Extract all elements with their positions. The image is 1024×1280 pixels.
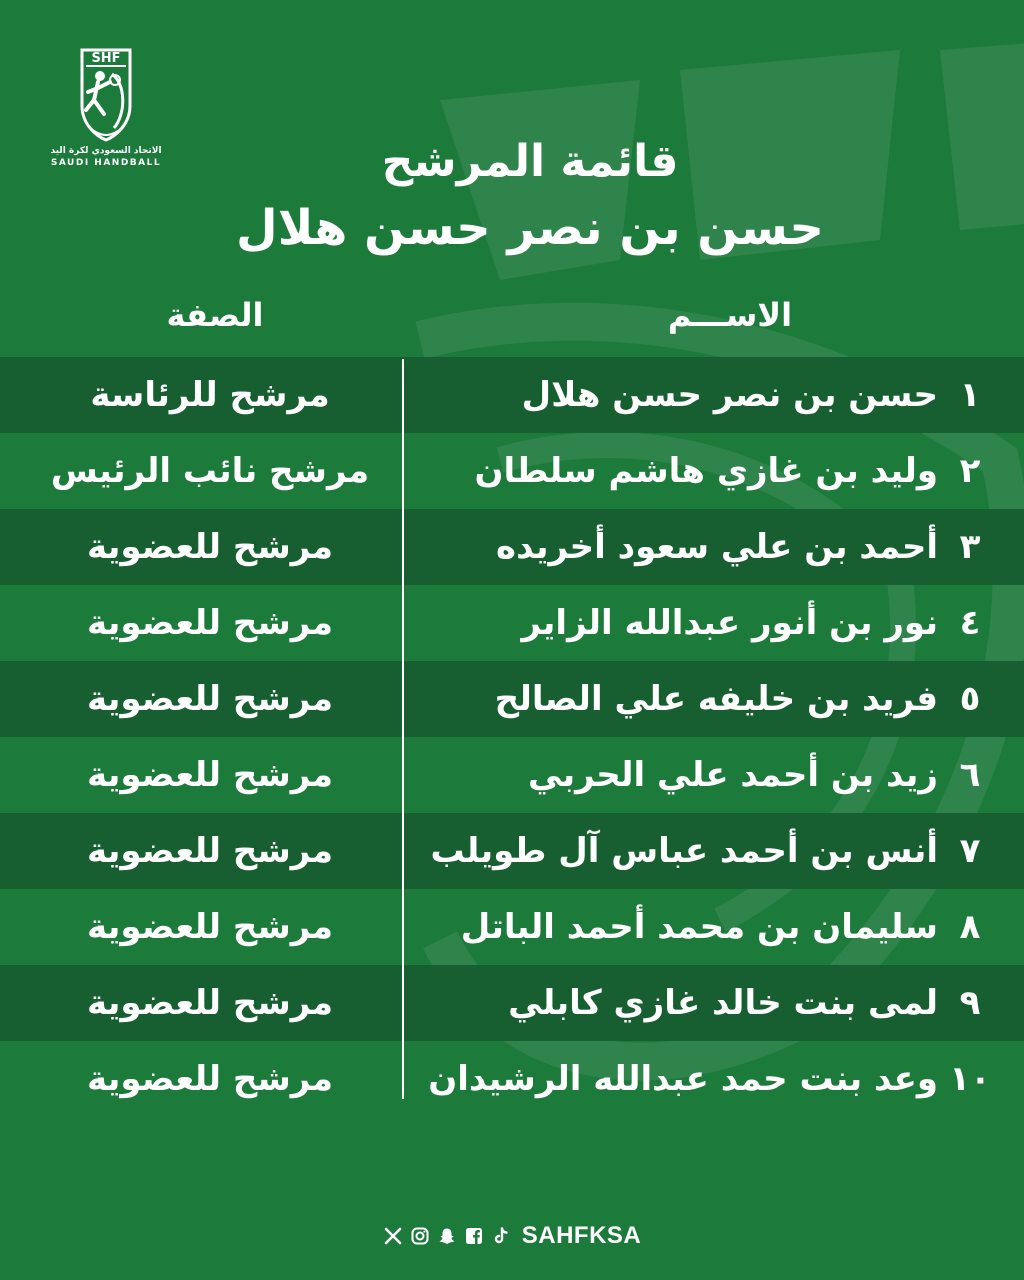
candidate-name: سليمان بن محمد أحمد الباتل [460,907,938,947]
instagram-icon[interactable] [410,1226,430,1246]
logo-name-arabic: الاتحاد السعودي لكرة اليد [50,146,162,156]
row-number: ٧ [959,831,981,871]
row-number: ٣ [959,527,981,567]
tiktok-icon[interactable] [491,1226,511,1246]
social-handle[interactable]: SAHFKSA [521,1222,642,1249]
table-row [0,661,1024,737]
candidate-role: مرشح نائب الرئيس [50,451,370,491]
table-row [0,433,1024,509]
row-number: ١ [959,375,981,415]
candidate-role: مرشح للعضوية [86,983,334,1023]
candidates-table [0,357,1024,1117]
page-title: قائمة المرشح [381,136,679,187]
candidate-name: فريد بن خليفه علي الصالح [494,679,938,719]
candidate-name: أحمد بن علي سعود أخريده [496,527,938,567]
shf-emblem-icon [44,44,168,144]
table-row [0,813,1024,889]
row-number: ٢ [959,451,981,491]
column-header-role: الصفة [166,296,264,334]
logo-abbr: SHF [91,51,121,66]
row-number: ٨ [959,907,981,947]
candidate-role: مرشح للعضوية [86,755,334,795]
x-icon[interactable] [383,1226,403,1246]
candidate-name: وعد بنت حمد عبدالله الرشيدان [428,1059,938,1099]
row-number: ٥ [959,679,981,719]
table-row [0,357,1024,433]
candidate-role: مرشح للعضوية [86,907,334,947]
candidate-name: حسن بن نصر حسن هلال [521,375,938,415]
logo-name-english: SAUDI HANDBALL [50,158,162,168]
column-divider [402,359,404,1099]
candidate-role: مرشح للعضوية [86,527,334,567]
table-row [0,585,1024,661]
row-number: ٤ [959,603,981,643]
row-number: ١٠ [949,1059,991,1099]
social-footer [0,1216,1024,1256]
row-number: ٩ [959,983,981,1023]
candidate-name: نور بن أنور عبدالله الزاير [521,603,938,643]
table-row [0,737,1024,813]
facebook-icon[interactable] [464,1226,484,1246]
candidate-role: مرشح للعضوية [86,1059,334,1099]
candidate-role: مرشح للعضوية [86,831,334,871]
candidate-role: مرشح للعضوية [86,679,334,719]
table-row [0,509,1024,585]
row-number: ٦ [959,755,981,795]
snapchat-icon[interactable] [437,1226,457,1246]
candidate-name: لمى بنت خالد غازي كابلي [508,983,938,1023]
candidate-name: زيد بن أحمد علي الحربي [527,755,938,795]
table-row [0,965,1024,1041]
candidate-name: وليد بن غازي هاشم سلطان [474,451,938,491]
candidate-role: مرشح للرئاسة [90,375,330,415]
candidate-role: مرشح للعضوية [86,603,334,643]
candidate-name: أنس بن أحمد عباس آل طويلب [430,831,938,871]
table-row [0,889,1024,965]
table-row [0,1041,1024,1117]
column-header-name: الاســـم [667,296,793,334]
candidate-name-title: حسن بن نصر حسن هلال [236,200,824,256]
